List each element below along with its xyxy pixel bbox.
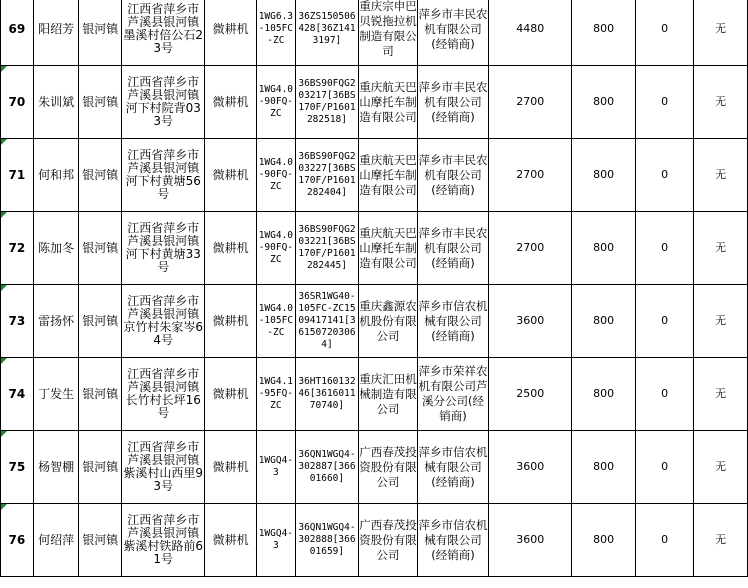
owner-name-cell[interactable]: 何和邦 bbox=[33, 139, 79, 212]
subsidy-cell[interactable]: 800 bbox=[572, 285, 635, 358]
dealer-cell[interactable]: 萍乡市信农机械有限公司(经销商) bbox=[417, 285, 488, 358]
table-row bbox=[1, 139, 748, 212]
serial-number-cell[interactable]: 36ZS150506428[36Z1413197] bbox=[295, 0, 358, 66]
address-cell[interactable]: 江西省萍乡市芦溪县银河镇长竹村长坪16号 bbox=[122, 358, 205, 431]
price-cell[interactable]: 4480 bbox=[489, 0, 572, 66]
subsidy-cell[interactable]: 800 bbox=[572, 212, 635, 285]
serial-number-cell[interactable]: 36QN1WGQ4-302887[36601660] bbox=[295, 431, 358, 504]
town-cell[interactable]: 银河镇 bbox=[79, 139, 122, 212]
town-cell[interactable]: 银河镇 bbox=[79, 212, 122, 285]
owner-name-cell[interactable]: 丁发生 bbox=[33, 358, 79, 431]
manufacturer-cell[interactable]: 广西春茂投资股份有限公司 bbox=[359, 504, 418, 577]
town-cell[interactable]: 银河镇 bbox=[79, 504, 122, 577]
row-number-cell[interactable]: 74 bbox=[1, 358, 34, 431]
machine-type-cell[interactable]: 微耕机 bbox=[205, 358, 257, 431]
dealer-cell[interactable]: 萍乡市丰民农机有限公司(经销商) bbox=[417, 139, 488, 212]
subsidy-cell[interactable]: 800 bbox=[572, 504, 635, 577]
subsidy-cell[interactable]: 800 bbox=[572, 139, 635, 212]
machine-type-cell[interactable]: 微耕机 bbox=[205, 504, 257, 577]
serial-number-cell[interactable]: 36BS90FQG203227[36BS170F/P1601282404] bbox=[295, 139, 358, 212]
row-number-cell[interactable]: 73 bbox=[1, 285, 34, 358]
machine-type-cell[interactable]: 微耕机 bbox=[205, 431, 257, 504]
manufacturer-cell[interactable]: 重庆航天巴山摩托车制造有限公司 bbox=[359, 139, 418, 212]
note-cell[interactable]: 无 bbox=[694, 358, 748, 431]
extra-subsidy-cell[interactable]: 0 bbox=[635, 504, 693, 577]
table-row bbox=[1, 0, 748, 66]
town-cell[interactable]: 银河镇 bbox=[79, 66, 122, 139]
subsidy-cell[interactable]: 800 bbox=[572, 358, 635, 431]
row-number-cell[interactable]: 72 bbox=[1, 212, 34, 285]
model-cell[interactable]: 1WG6.3-105FC-ZC bbox=[256, 0, 295, 66]
address-cell[interactable]: 江西省萍乡市芦溪县银河镇河下村黄塘56号 bbox=[122, 139, 205, 212]
model-cell[interactable]: 1WG4.0-90FQ-ZC bbox=[256, 66, 295, 139]
town-cell[interactable]: 银河镇 bbox=[79, 431, 122, 504]
serial-number-cell[interactable]: 36BS90FQG203217[36BS170F/P1601282518] bbox=[295, 66, 358, 139]
price-cell[interactable]: 3600 bbox=[489, 285, 572, 358]
row-number-cell[interactable]: 71 bbox=[1, 139, 34, 212]
row-number-cell[interactable]: 75 bbox=[1, 431, 34, 504]
price-cell[interactable]: 2700 bbox=[489, 66, 572, 139]
row-number-cell[interactable]: 69 bbox=[1, 0, 34, 66]
serial-number-cell[interactable]: 36QN1WGQ4-302888[36601659] bbox=[295, 504, 358, 577]
price-cell[interactable]: 2500 bbox=[489, 358, 572, 431]
manufacturer-cell[interactable]: 重庆宗申巴贝锐拖拉机制造有限公司 bbox=[359, 0, 418, 66]
owner-name-cell[interactable]: 雷扬怀 bbox=[33, 285, 79, 358]
model-cell[interactable]: 1WG4.1-95FQ-ZC bbox=[256, 358, 295, 431]
owner-name-cell[interactable]: 朱训斌 bbox=[33, 66, 79, 139]
price-cell[interactable]: 3600 bbox=[489, 431, 572, 504]
manufacturer-cell[interactable]: 重庆航天巴山摩托车制造有限公司 bbox=[359, 66, 418, 139]
town-cell[interactable]: 银河镇 bbox=[79, 358, 122, 431]
serial-number-cell[interactable]: 36SR1WG40-105FC-ZC1509417141[361507203064] bbox=[295, 285, 358, 358]
manufacturer-cell[interactable]: 重庆汇田机械制造有限公司 bbox=[359, 358, 418, 431]
address-cell[interactable]: 江西省萍乡市芦溪县银河镇墨溪村倍公石23号 bbox=[122, 0, 205, 66]
dealer-cell[interactable]: 萍乡市信农机械有限公司(经销商) bbox=[417, 431, 488, 504]
town-cell[interactable]: 银河镇 bbox=[79, 0, 122, 66]
price-cell[interactable]: 3600 bbox=[489, 504, 572, 577]
extra-subsidy-cell[interactable]: 0 bbox=[635, 139, 693, 212]
dealer-cell[interactable]: 萍乡市丰民农机有限公司(经销商) bbox=[417, 212, 488, 285]
machine-type-cell[interactable]: 微耕机 bbox=[205, 285, 257, 358]
row-number-cell[interactable]: 76 bbox=[1, 504, 34, 577]
note-cell[interactable]: 无 bbox=[694, 431, 748, 504]
model-cell[interactable]: 1WG4.0-105FC-ZC bbox=[256, 285, 295, 358]
address-cell[interactable]: 江西省萍乡市芦溪县银河镇河下村院背033号 bbox=[122, 66, 205, 139]
model-cell[interactable]: 1WG4.0-90FQ-ZC bbox=[256, 212, 295, 285]
extra-subsidy-cell[interactable]: 0 bbox=[635, 358, 693, 431]
dealer-cell[interactable]: 萍乡市丰民农机有限公司(经销商) bbox=[417, 66, 488, 139]
note-cell[interactable]: 无 bbox=[694, 285, 748, 358]
extra-subsidy-cell[interactable]: 0 bbox=[635, 431, 693, 504]
extra-subsidy-cell[interactable]: 0 bbox=[635, 212, 693, 285]
note-cell[interactable]: 无 bbox=[694, 0, 748, 66]
extra-subsidy-cell[interactable]: 0 bbox=[635, 0, 693, 66]
note-cell[interactable]: 无 bbox=[694, 212, 748, 285]
town-cell[interactable]: 银河镇 bbox=[79, 285, 122, 358]
machine-type-cell[interactable]: 微耕机 bbox=[205, 139, 257, 212]
owner-name-cell[interactable]: 何绍萍 bbox=[33, 504, 79, 577]
dealer-cell[interactable]: 萍乡市信农机械有限公司(经销商) bbox=[417, 504, 488, 577]
owner-name-cell[interactable]: 陈加冬 bbox=[33, 212, 79, 285]
address-cell[interactable]: 江西省萍乡市芦溪县银河镇京竹村朱家岑64号 bbox=[122, 285, 205, 358]
model-cell[interactable]: 1WG4.0-90FQ-ZC bbox=[256, 139, 295, 212]
note-cell[interactable]: 无 bbox=[694, 504, 748, 577]
serial-number-cell[interactable]: 36BS90FQG203221[36BS170F/P1601282445] bbox=[295, 212, 358, 285]
price-cell[interactable]: 2700 bbox=[489, 212, 572, 285]
table-row bbox=[1, 431, 748, 504]
table-row bbox=[1, 66, 748, 139]
subsidy-cell[interactable]: 800 bbox=[572, 66, 635, 139]
address-cell[interactable]: 江西省萍乡市芦溪县银河镇河下村黄塘33号 bbox=[122, 212, 205, 285]
machine-type-cell[interactable]: 微耕机 bbox=[205, 0, 257, 66]
extra-subsidy-cell[interactable]: 0 bbox=[635, 66, 693, 139]
manufacturer-cell[interactable]: 广西春茂投资股份有限公司 bbox=[359, 431, 418, 504]
owner-name-cell[interactable]: 阳绍芳 bbox=[33, 0, 79, 66]
note-cell[interactable]: 无 bbox=[694, 139, 748, 212]
address-cell[interactable]: 江西省萍乡市芦溪县银河镇紫溪村铁路前61号 bbox=[122, 504, 205, 577]
manufacturer-cell[interactable]: 重庆航天巴山摩托车制造有限公司 bbox=[359, 212, 418, 285]
dealer-cell[interactable]: 萍乡市荣祥农机有限公司芦溪分公司(经销商) bbox=[417, 358, 488, 431]
table-row bbox=[1, 285, 748, 358]
manufacturer-cell[interactable]: 重庆鑫源农机股份有限公司 bbox=[359, 285, 418, 358]
price-cell[interactable]: 2700 bbox=[489, 139, 572, 212]
table-row bbox=[1, 212, 748, 285]
address-cell[interactable]: 江西省萍乡市芦溪县银河镇紫溪村山西里93号 bbox=[122, 431, 205, 504]
serial-number-cell[interactable]: 36HT16013246[361601170740] bbox=[295, 358, 358, 431]
table-row bbox=[1, 504, 748, 577]
machine-type-cell[interactable]: 微耕机 bbox=[205, 212, 257, 285]
owner-name-cell[interactable]: 杨智棚 bbox=[33, 431, 79, 504]
extra-subsidy-cell[interactable]: 0 bbox=[635, 285, 693, 358]
model-cell[interactable]: 1WGQ4-3 bbox=[256, 431, 295, 504]
subsidy-cell[interactable]: 800 bbox=[572, 0, 635, 66]
dealer-cell[interactable]: 萍乡市丰民农机有限公司(经销商) bbox=[417, 0, 488, 66]
note-cell[interactable]: 无 bbox=[694, 66, 748, 139]
model-cell[interactable]: 1WGQ4-3 bbox=[256, 504, 295, 577]
subsidy-cell[interactable]: 800 bbox=[572, 431, 635, 504]
machine-type-cell[interactable]: 微耕机 bbox=[205, 66, 257, 139]
table-row bbox=[1, 358, 748, 431]
row-number-cell[interactable]: 70 bbox=[1, 66, 34, 139]
